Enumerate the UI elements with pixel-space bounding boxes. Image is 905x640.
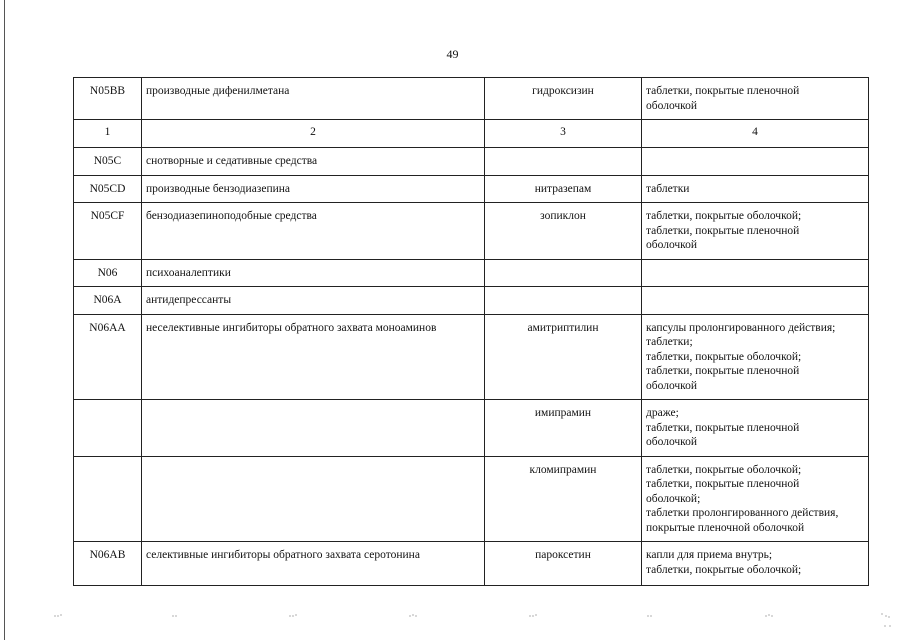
drug-name-cell: нитразепам [485, 175, 642, 203]
dosage-form-line: таблетки; [646, 336, 693, 348]
drug-name-cell: пароксетин [485, 542, 642, 586]
atc-code-cell: N06AB [74, 542, 142, 586]
drug-name-cell [485, 259, 642, 287]
drug-name-cell [485, 148, 642, 176]
table-row [74, 400, 869, 457]
dosage-form-line: таблетки, покрытые оболочкой; [646, 463, 802, 476]
atc-code-cell: N05BB [74, 78, 142, 120]
group-name-cell: селективные ингибиторы обратного захвата серотонина [142, 542, 485, 586]
dosage-form-line: таблетки, покрытые пленочной [646, 478, 800, 490]
table-row [74, 287, 869, 315]
dosage-form-line: таблетки, покрытые пленочной [646, 365, 800, 377]
dosage-forms-cell [642, 456, 869, 542]
dosage-forms-cell [642, 542, 869, 586]
dosage-forms-cell [642, 287, 869, 315]
group-name-cell: антидепрессанты [142, 287, 485, 315]
dosage-form-line: оболочкой; [646, 492, 701, 505]
group-name-cell [142, 400, 485, 457]
dosage-form-line: капсулы пролонгированного действия; [646, 321, 836, 334]
drug-name-cell: зопиклон [485, 203, 642, 260]
atc-code-cell: N06AA [74, 314, 142, 400]
dosage-form-line: оболочкой [646, 99, 698, 112]
dosage-form-line: драже; [646, 407, 679, 419]
atc-code-cell [74, 456, 142, 542]
dosage-form-line: капли для приема внутрь; [646, 549, 773, 561]
atc-code-cell: N05C [74, 148, 142, 176]
group-name-cell: неселективные ингибиторы обратного захвата моноаминов [142, 314, 485, 400]
atc-code-cell: 1 [74, 120, 142, 148]
dosage-form-line: таблетки, покрытые оболочкой; [646, 563, 802, 576]
table-row [74, 78, 869, 120]
dosage-form-line: таблетки [646, 182, 690, 195]
atc-code-cell: N05CF [74, 203, 142, 260]
dosage-forms-cell [642, 203, 869, 260]
table-row [74, 456, 869, 542]
dosage-form-line: таблетки, покрытые пленочной [646, 421, 800, 434]
drug-classification-table [73, 77, 869, 586]
atc-code-cell [74, 400, 142, 457]
drug-name-cell: 3 [485, 120, 642, 148]
table-row [74, 148, 869, 176]
group-name-cell: 2 [142, 120, 485, 148]
table-header-row [74, 120, 869, 148]
dosage-form-line: оболочкой [646, 379, 698, 392]
group-name-cell: психоаналептики [142, 259, 485, 287]
table-row [74, 203, 869, 260]
dosage-form-line: таблетки, покрытые оболочкой; [646, 350, 802, 363]
group-name-cell: производные дифенилметана [142, 78, 485, 120]
dosage-forms-cell [642, 259, 869, 287]
drug-name-cell: гидроксизин [485, 78, 642, 120]
dosage-form-line: таблетки, покрытые оболочкой; [646, 210, 802, 222]
atc-code-cell: N06A [74, 287, 142, 315]
table-row [74, 542, 869, 586]
dosage-forms-cell [642, 148, 869, 176]
table-row [74, 259, 869, 287]
table-row [74, 175, 869, 203]
scan-left-edge [4, 0, 5, 640]
page-number: 49 [446, 47, 459, 61]
drug-name-cell [485, 287, 642, 315]
atc-code-cell: N05CD [74, 175, 142, 203]
drug-name-cell: амитриптилин [485, 314, 642, 400]
drug-name-cell: имипрамин [485, 400, 642, 457]
group-name-cell: производные бензодиазепина [142, 175, 485, 203]
dosage-form-line: оболочкой [646, 436, 698, 448]
table-body [74, 78, 869, 586]
dosage-form-line: покрытые пленочной оболочкой [646, 521, 805, 534]
dosage-forms-cell [642, 175, 869, 203]
group-name-cell: снотворные и седативные средства [142, 148, 485, 176]
scan-noise [0, 610, 905, 630]
table-row [74, 314, 869, 400]
dosage-form-line: 4 [752, 126, 758, 138]
dosage-forms-cell [642, 314, 869, 400]
drug-name-cell: кломипрамин [485, 456, 642, 542]
dosage-form-line: оболочкой [646, 239, 698, 251]
dosage-form-line: таблетки, покрытые пленочной [646, 224, 800, 237]
group-name-cell [142, 456, 485, 542]
atc-code-cell: N06 [74, 259, 142, 287]
dosage-forms-cell [642, 400, 869, 457]
group-name-cell: бензодиазепиноподобные средства [142, 203, 485, 260]
dosage-forms-cell [642, 78, 869, 120]
dosage-forms-cell [642, 120, 869, 148]
dosage-form-line: таблетки пролонгированного действия, [646, 507, 839, 519]
dosage-form-line: таблетки, покрытые пленочной [646, 85, 800, 97]
